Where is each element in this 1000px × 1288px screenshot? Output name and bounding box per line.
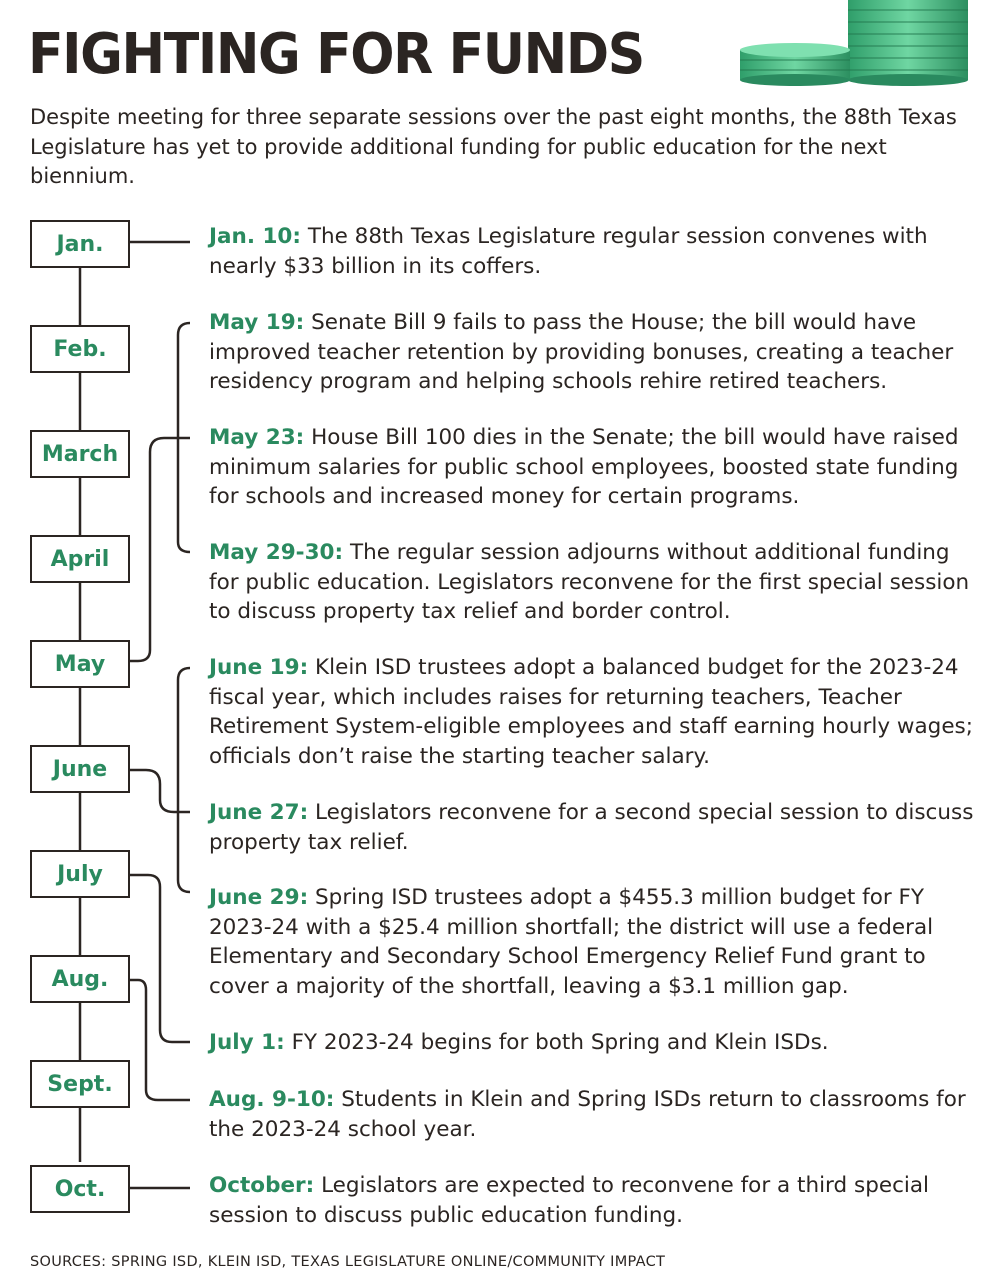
month-box-feb: Feb. (30, 325, 130, 373)
event-october (209, 1171, 979, 1230)
event-jan-10 (209, 222, 979, 281)
event-date: Aug. 9-10: (209, 1087, 335, 1112)
month-box-aug: Aug. (30, 955, 130, 1003)
event-text: House Bill 100 dies in the Senate; the bill would have raised minimum salaries for public school employees, boosted state funding for schools and increased money for certain programs. (209, 425, 959, 509)
month-box-july: July (30, 850, 130, 898)
event-date: June 19: (209, 655, 309, 680)
sources-credit: SOURCES: SPRING ISD, KLEIN ISD, TEXAS LEGISLATURE ONLINE/COMMUNITY IMPACT (30, 1254, 666, 1270)
event-text: Students in Klein and Spring ISDs return to classrooms for the 2023-24 school year. (209, 1087, 966, 1142)
month-box-sept: Sept. (30, 1060, 130, 1108)
event-text: Senate Bill 9 fails to pass the House; the bill would have improved teacher retention by providing bonuses, creating a teacher residency program and helping schools rehire retired teachers. (209, 310, 954, 394)
event-text: Klein ISD trustees adopt a balanced budget for the 2023-24 fiscal year, which includes raises for returning teachers, Teacher Retirement System-eligible employees and staff earning hourly wages; officials don’t raise the starting teacher salary. (209, 655, 973, 769)
event-text: Legislators are expected to reconvene for a third special session to discuss public education funding. (209, 1173, 930, 1228)
month-box-june: June (30, 745, 130, 793)
event-date: May 23: (209, 425, 305, 450)
event-date: June 29: (209, 885, 309, 910)
event-date: October: (209, 1173, 315, 1198)
page-title: FIGHTING FOR FUNDS (28, 22, 644, 87)
event-text: The 88th Texas Legislature regular session convenes with nearly $33 billion in its coffers. (209, 224, 928, 279)
month-box-jan: Jan. (30, 220, 130, 268)
event-may-29-30 (209, 538, 979, 627)
connector-june (130, 770, 190, 812)
event-may-19 (209, 308, 979, 397)
event-date: May 29-30: (209, 540, 344, 565)
event-text: The regular session adjourns without additional funding for public education. Legislators reconvene for the first special session to discuss property tax relief and border control. (209, 540, 970, 624)
event-date: May 19: (209, 310, 305, 335)
bracket-june (178, 668, 190, 892)
month-box-april: April (30, 535, 130, 583)
intro-paragraph: Despite meeting for three separate sessions over the past eight months, the 88th Texas Legislature has yet to provide additional funding for public education for the next biennium. (30, 105, 957, 188)
month-box-may: May (30, 640, 130, 688)
event-text: Legislators reconvene for a second special session to discuss property tax relief. (209, 800, 974, 855)
event-date: July 1: (209, 1030, 285, 1055)
event-june-19 (209, 653, 979, 771)
event-july-1 (209, 1028, 979, 1058)
connector-july (130, 875, 190, 1042)
event-text: Spring ISD trustees adopt a $455.3 million budget for FY 2023-24 with a $25.4 million shortfall; the district will use a federal Elementary and Secondary School Emergency Relief Fund grant to cover a majority of the shortfall, leaving a $3.1 million gap. (209, 885, 934, 999)
event-date: June 27: (209, 800, 309, 825)
event-may-23 (209, 423, 979, 512)
event-june-27 (209, 798, 979, 857)
event-text: FY 2023-24 begins for both Spring and Klein ISDs. (284, 1030, 829, 1055)
month-box-march: March (30, 430, 130, 478)
event-june-29 (209, 883, 979, 1001)
event-date: Jan. 10: (209, 224, 301, 249)
event-aug-9-10 (209, 1085, 979, 1144)
month-box-oct: Oct. (30, 1165, 130, 1213)
